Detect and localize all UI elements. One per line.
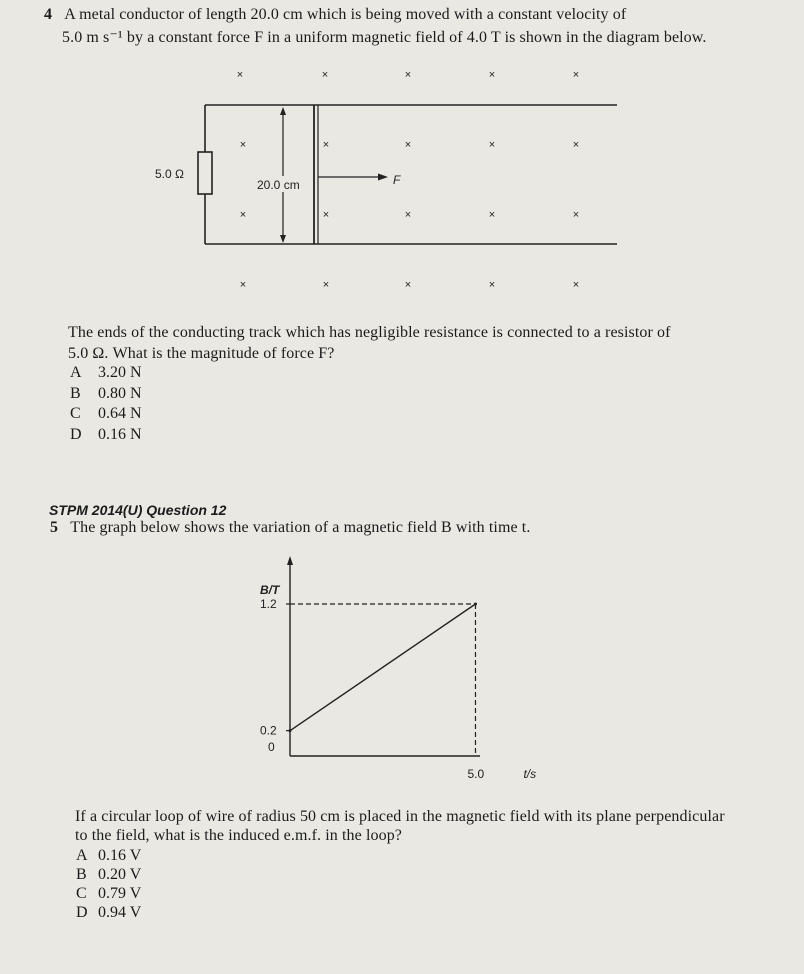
data-point <box>474 603 477 606</box>
q5-number: 5 <box>50 519 59 536</box>
field-cross: × <box>239 209 247 221</box>
option-text: 0.20 V <box>98 866 142 883</box>
field-cross: × <box>572 139 580 151</box>
q4-body-line2: 5.0 Ω. What is the magnitude of force F? <box>68 345 335 362</box>
q4-body-line1: The ends of the conducting track which has negligible resistance is connected to a resistor of <box>68 324 671 341</box>
field-cross: × <box>404 209 412 221</box>
series-line <box>290 604 475 731</box>
option-letter: C <box>76 885 87 902</box>
y-axis-arrow <box>287 556 293 565</box>
option-letter: B <box>76 866 87 883</box>
q4-option-d[interactable] <box>70 426 142 444</box>
field-cross: × <box>239 139 247 151</box>
option-text: 0.80 N <box>98 385 142 402</box>
b-vs-t-graph <box>240 556 540 796</box>
option-text: 0.16 N <box>98 426 142 443</box>
length-arrow-up <box>280 107 286 115</box>
y-axis-label: B/T <box>260 583 280 597</box>
y-tick-label: 0 <box>268 740 275 754</box>
q4-number: 4 <box>44 6 53 23</box>
resistor-label: 5.0 Ω <box>155 167 184 181</box>
y-tick-label: 1.2 <box>260 597 277 611</box>
field-cross: × <box>488 209 496 221</box>
force-label: F <box>393 173 401 187</box>
resistor <box>198 152 212 194</box>
option-text: 0.94 V <box>98 904 142 921</box>
option-letter: D <box>76 904 88 921</box>
option-letter: B <box>70 385 81 402</box>
field-cross: × <box>572 69 580 81</box>
length-label: 20.0 cm <box>257 178 300 192</box>
field-cross: × <box>322 279 330 291</box>
field-cross: × <box>322 139 330 151</box>
option-text: 3.20 N <box>98 364 142 381</box>
q5-body-line2: to the field, what is the induced e.m.f. in the loop? <box>75 827 402 844</box>
q4-stem-line1 <box>44 6 626 24</box>
q4-stem-text-1: A metal conductor of length 20.0 cm which is being moved with a constant velocity of <box>64 6 627 23</box>
x-tick-label: 5.0 <box>467 767 485 781</box>
option-letter: A <box>76 847 88 864</box>
q4-option-b[interactable] <box>70 385 142 403</box>
q5-option-d[interactable] <box>76 904 141 922</box>
field-cross: × <box>404 69 412 81</box>
field-cross: × <box>488 69 496 81</box>
field-cross: × <box>488 279 496 291</box>
field-cross: × <box>488 139 496 151</box>
q4-option-c[interactable] <box>70 405 142 423</box>
section-title: STPM 2014(U) Question 12 <box>49 502 227 518</box>
option-text: 0.64 N <box>98 405 142 422</box>
field-cross: × <box>236 69 244 81</box>
option-letter: D <box>70 426 82 443</box>
field-cross: × <box>404 279 412 291</box>
field-cross: × <box>239 279 247 291</box>
q5-body-line1: If a circular loop of wire of radius 50 cm is placed in the magnetic field with its plane perpendicular <box>75 808 725 825</box>
option-text: 0.79 V <box>98 885 142 902</box>
q4-option-a[interactable] <box>70 364 142 382</box>
option-letter: C <box>70 405 81 422</box>
field-cross: × <box>322 209 330 221</box>
q5-stem <box>50 519 530 537</box>
y-tick-label: 0.2 <box>260 723 277 738</box>
q5-option-b[interactable] <box>76 866 141 884</box>
force-arrow-head <box>378 174 388 181</box>
field-cross: × <box>404 139 412 151</box>
x-axis-label: t/s <box>523 767 537 781</box>
q5-stem-text: The graph below shows the variation of a magnetic field B with time t. <box>70 519 531 536</box>
option-text: 0.16 V <box>98 847 142 864</box>
field-cross: × <box>572 279 580 291</box>
q4-stem-line2: 5.0 m s⁻¹ by a constant force F in a uniform magnetic field of 4.0 T is shown in the diagram below. <box>62 29 707 46</box>
q4-circuit-diagram <box>0 52 804 352</box>
q5-option-c[interactable] <box>76 885 141 903</box>
length-arrow-down <box>280 235 286 243</box>
field-cross: × <box>572 209 580 221</box>
option-letter: A <box>70 364 82 381</box>
q5-option-a[interactable] <box>76 847 141 865</box>
field-cross: × <box>321 69 329 81</box>
